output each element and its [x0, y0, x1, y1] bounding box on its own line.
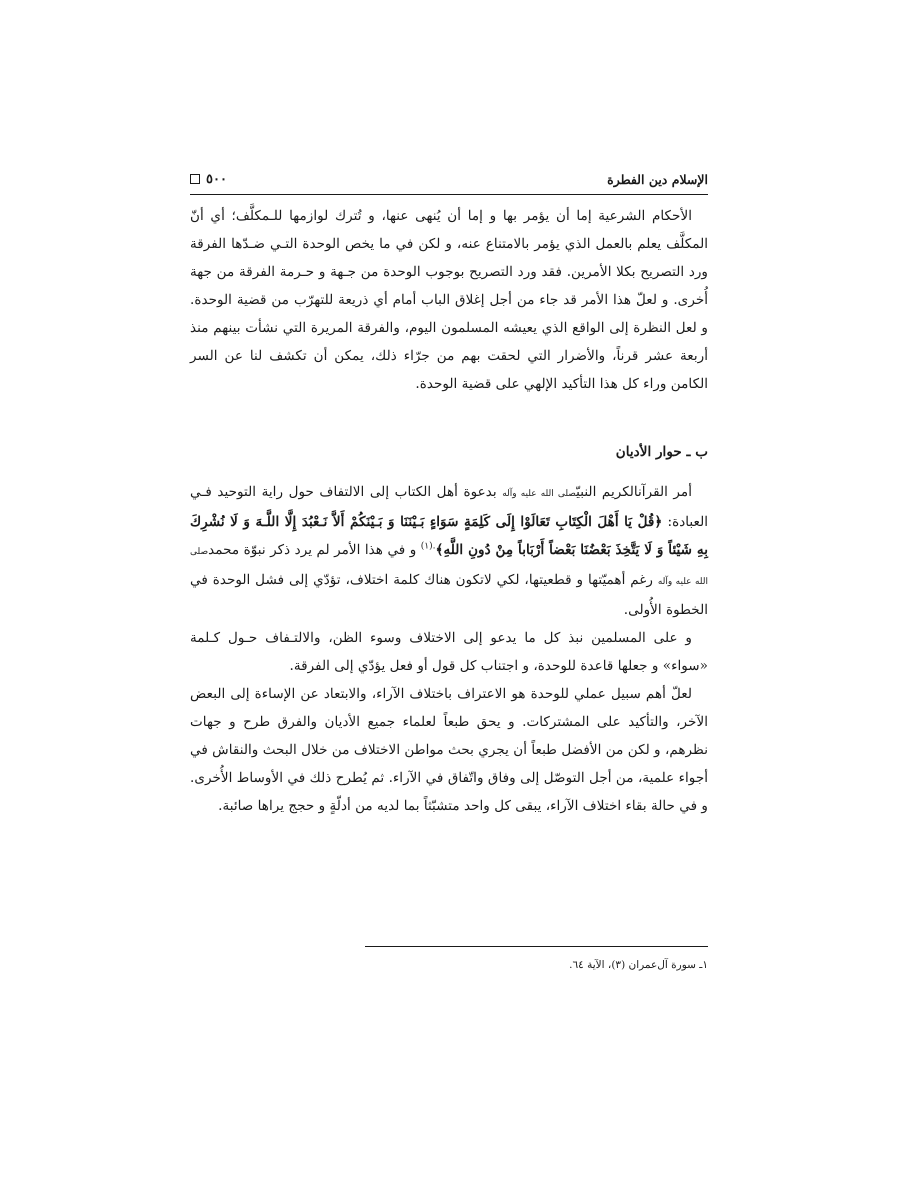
quran-verse: ﴿قُلْ يَا أَهْلَ الْكِتَابِ تَعَالَوْا إِلَى كَلِمَةٍ سَوَاءٍ بَـيْنَنَا وَ بَـيْنَكُمْ أَلاَّ نَـعْبُدَ إِلَّا اللَّـهَ وَ لَا نُشْرِكَ بِهِ شَيْئاً وَ لَا يَتَّخِذَ بَعْضُنَا بَعْضاً أَرْبَاباً مِنْ دُونِ اللَّهِ﴾ [190, 514, 708, 558]
footnote-divider [365, 946, 708, 947]
page-number [190, 172, 227, 187]
paragraph-3: و على المسلمين نبذ كل ما يدعو إلى الاختلاف وسوء الظن، والالتـفاف حـول كـلمة «سواء» و جعلها قاعدة للوحدة، و اجتناب كل قول أو فعل يؤدّي إلى الفرقة. [190, 630, 708, 674]
paragraph-2-text-b: بدعوة أهل الكتاب إلى الالتفاف حول راية التوحيد فـي العبادة: [190, 484, 708, 530]
square-bullet-icon [190, 174, 200, 184]
honorific-glyph: صلى الله عليه وآله [190, 547, 708, 587]
page-header [190, 168, 708, 190]
book-title: الإسلام دين الفطرة [607, 171, 708, 187]
main-text [190, 202, 708, 820]
paragraph-4: لعلّ أهم سبيل عملي للوحدة هو الاعتراف باختلاف الآراء، والابتعاد عن الإساءة إلى البعض الآخر، والتأكيد على المشتركات. و يحق طبعاً لعلماء جميع الأديان والفرق طرح و جهات نظرهم، و لكن من الأفضل طبعاً أن يجري بحث مواطن الاختلاف من خلال البحث والنقاش في أجواء علمية، من أجل التوصّل إلى وفاق واتّفاق في الآراء. ثم يُطرح ذلك في الأوساط الأُخرى. و في حالة بقاء اختلاف الآراء، يبقى كل واحد متشبّثاً بما لديه من أدلّةٍ و حجج يراها صائبة. [190, 686, 708, 814]
section-heading: ب ـ حوار الأديان [615, 444, 708, 460]
paragraph-2 [190, 478, 708, 624]
page-number-text: ٥٠٠ [206, 171, 227, 187]
paragraph-2-text-d: رغم أهميّتها و قطعيتها، لكي لاتكون هناك كلمة اختلاف، تؤدّي إلى فشل الوحدة في الخطوة الأُولى. [190, 572, 708, 618]
footnote-ref[interactable]: .(١) [420, 541, 436, 552]
header-divider [190, 194, 708, 195]
footnote: ١ـ سورة آل‌عمران (٣)، الآية ٦٤. [569, 959, 708, 971]
paragraph-2-text-a: أمر القرآنالكريم النبيّ [576, 484, 692, 500]
honorific-glyph: صلى الله عليه وآله [502, 489, 577, 499]
paragraph-1: الأحكام الشرعية إما أن يؤمر بها و إما أن يُنهى عنها، و تُترك لوازمها للـمكلَّف؛ أي أنّ المكلَّف يعلم بالعمل الذي يؤمر بالامتناع عنه، و لكن في ما يخص الوحدة التـي ضـدّها الفرقة ورد التصريح بكلا الأمرين. فقد ورد التصريح بوجوب الوحدة من جـهة و حـرمة الفرقة من جهة أُخرى. و لعلّ هذا الأمر قد جاء من أجل إغلاق الباب أمام أي ذريعة للتهرّب من قضية الوحدة. و لعل النظرة إلى الواقع الذي يعيشه المسلمون اليوم، والفرقة المريرة التي نشأت بينهم منذ أربعة عشر قرناً، والأضرار التي لحقت بهم من جرّاء ذلك، يمكن أن تكشف لنا عن السر الكامن وراء كل هذا التأكيد الإلهي على قضية الوحدة. [190, 208, 708, 392]
paragraph-2-text-c: و في هذا الأمر لم يرد ذكر نبوّة محمد [208, 542, 421, 558]
